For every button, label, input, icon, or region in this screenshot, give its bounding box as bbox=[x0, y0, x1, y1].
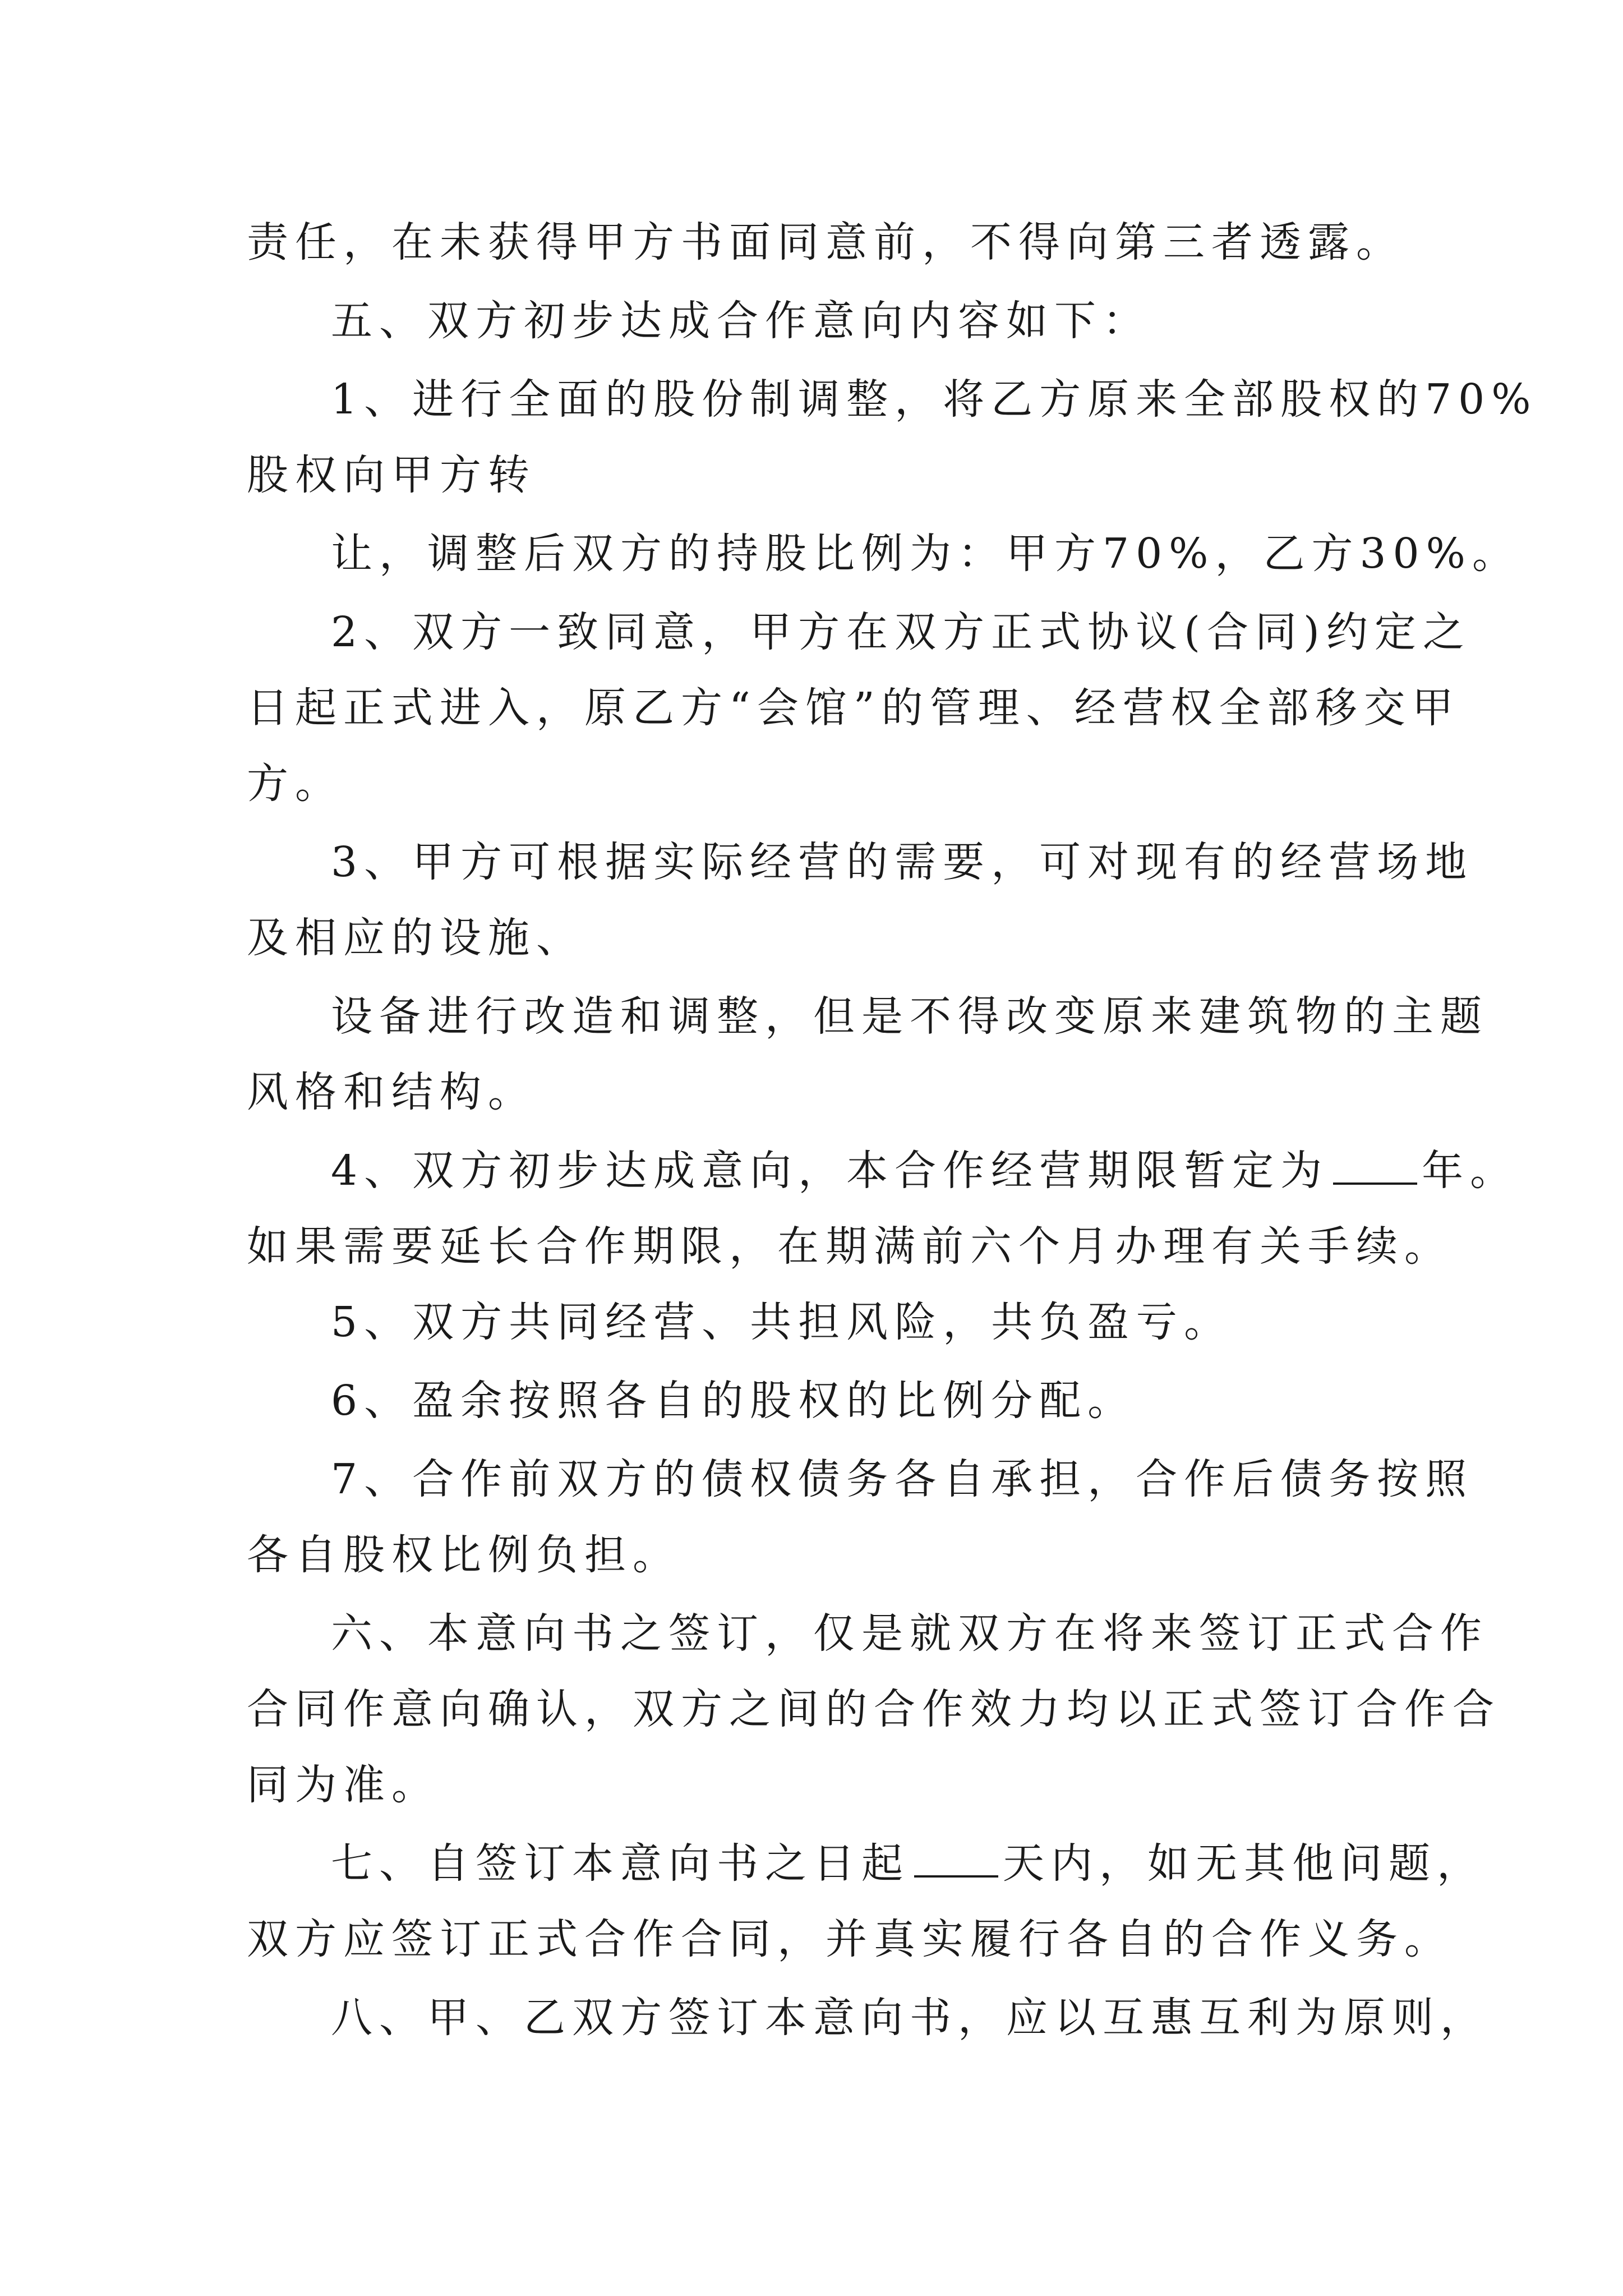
clause-2: 2、双方一致同意，甲方在双方正式协议(合同)约定之 bbox=[331, 608, 1471, 656]
section-heading-8: 八、甲、乙双方签订本意向书，应以互惠互利为原则， bbox=[331, 1994, 1488, 2042]
text-line: 责任，在未获得甲方书面同意前，不得向第三者透露。 bbox=[247, 218, 1404, 266]
clause-3: 3、甲方可根据实际经营的需要，可对现有的经营场地 bbox=[331, 838, 1474, 886]
text-line: 方。 bbox=[247, 760, 343, 808]
clause-1: 1、进行全面的股份制调整，将乙方原来全部股权的70% bbox=[331, 375, 1538, 424]
clause-7: 7、合作前双方的债权债务各自承担，合作后债务按照 bbox=[331, 1455, 1474, 1503]
clause-4 bbox=[331, 1147, 1519, 1195]
fill-in-blank-years bbox=[1333, 1150, 1417, 1185]
text-line: 让，调整后双方的持股比例为：甲方70%，乙方30%。 bbox=[331, 530, 1520, 578]
text-line: 及相应的设施、 bbox=[247, 914, 584, 962]
text-line: 合同作意向确认，双方之间的合作效力均以正式签订合作合 bbox=[247, 1685, 1501, 1733]
section-heading-7 bbox=[331, 1839, 1485, 1888]
clause-4-unit: 年。 bbox=[1422, 1147, 1519, 1195]
clause-4-text: 4、双方初步达成意向，本合作经营期限暂定为 bbox=[331, 1147, 1329, 1195]
text-line: 如果需要延长合作期限，在期满前六个月办理有关手续。 bbox=[247, 1222, 1453, 1271]
text-line: 双方应签订正式合作合同，并真实履行各自的合作义务。 bbox=[247, 1915, 1453, 1963]
text-line: 股权向甲方转 bbox=[247, 451, 536, 499]
text-line: 日起正式进入，原乙方“会馆”的管理、经营权全部移交甲 bbox=[247, 684, 1460, 732]
clause-6: 6、盈余按照各自的股权的比例分配。 bbox=[331, 1377, 1136, 1425]
section-heading-5: 五、双方初步达成合作意向内容如下： bbox=[331, 297, 1151, 345]
section-heading-6: 六、本意向书之签订，仅是就双方在将来签订正式合作 bbox=[331, 1609, 1488, 1658]
text-line: 设备进行改造和调整，但是不得改变原来建筑物的主题 bbox=[331, 992, 1488, 1041]
text-line: 同为准。 bbox=[247, 1761, 440, 1809]
text-line: 各自股权比例负担。 bbox=[247, 1531, 681, 1579]
text-line: 风格和结构。 bbox=[247, 1068, 536, 1116]
section-7-text-cont: 天内，如无其他问题， bbox=[1003, 1839, 1485, 1888]
clause-5: 5、双方共同经营、共担风险，共负盈亏。 bbox=[331, 1298, 1233, 1346]
fill-in-blank-days bbox=[914, 1843, 998, 1878]
section-7-text: 七、自签订本意向书之日起 bbox=[331, 1839, 910, 1888]
